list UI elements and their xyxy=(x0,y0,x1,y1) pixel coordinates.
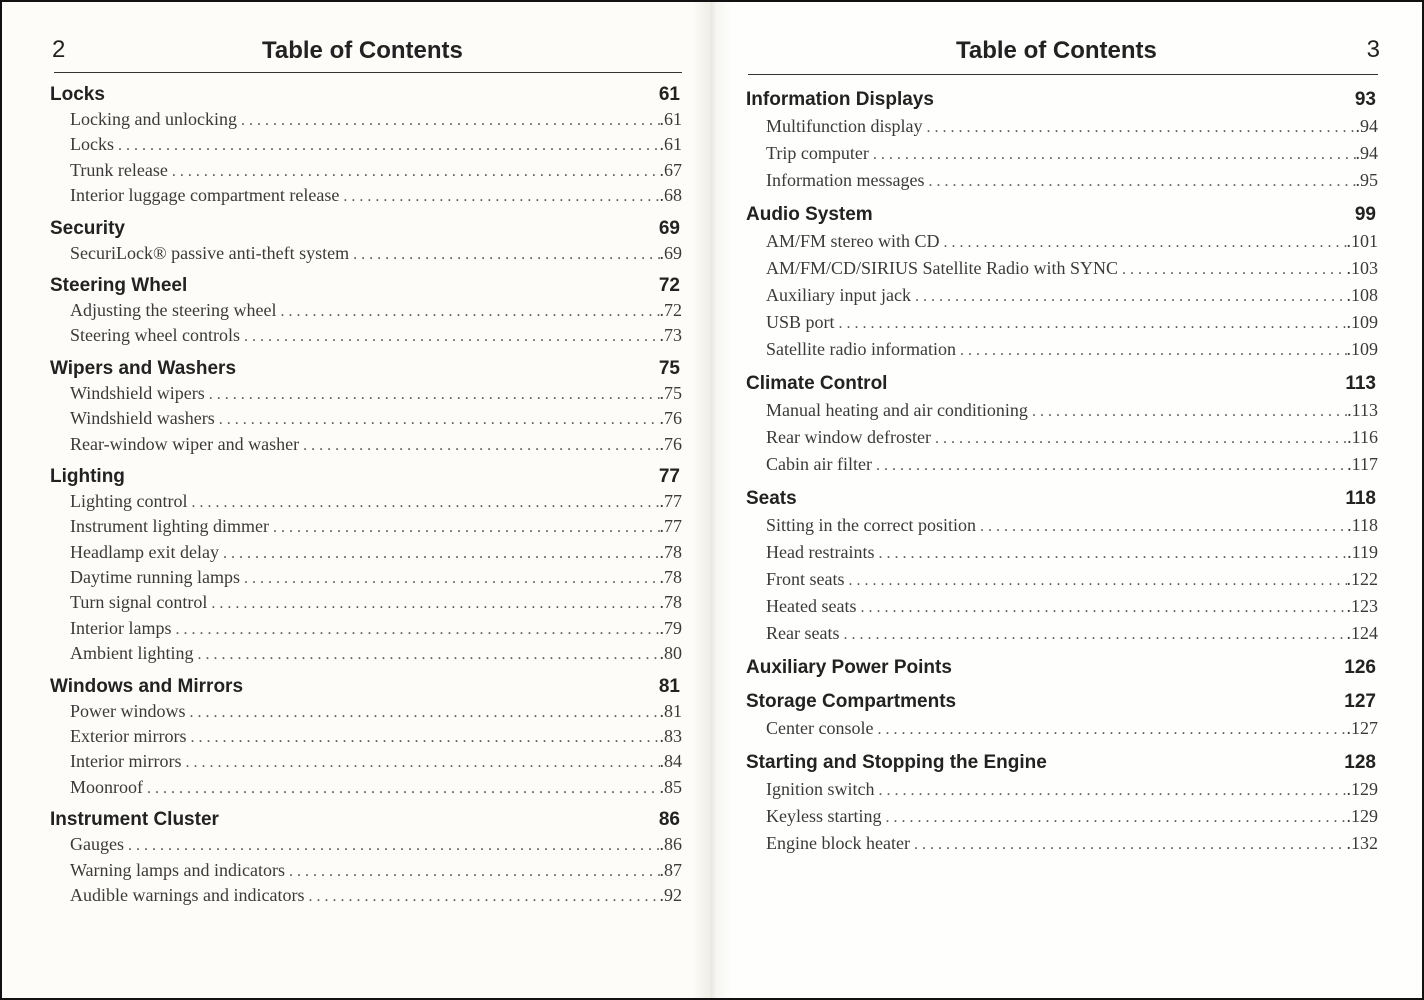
entry-title: Interior luggage compartment release xyxy=(70,185,340,206)
toc-section-heading[interactable] xyxy=(50,273,682,298)
entry-page-number: .78 xyxy=(659,567,682,588)
dot-leader xyxy=(885,804,1346,830)
toc-entry[interactable] xyxy=(746,424,1378,451)
entry-page-number: .77 xyxy=(659,490,682,511)
section-page-number: 99 xyxy=(1354,204,1376,225)
dot-leader xyxy=(190,725,659,749)
right-page xyxy=(714,2,1422,998)
toc-entry[interactable] xyxy=(50,381,682,406)
dot-leader xyxy=(118,133,660,157)
dot-leader xyxy=(877,716,1346,742)
dot-leader xyxy=(190,700,660,724)
toc-entry[interactable] xyxy=(50,641,682,666)
entry-page-number: .92 xyxy=(659,884,682,905)
dot-leader xyxy=(191,490,659,514)
toc-entry[interactable] xyxy=(746,167,1378,194)
toc-section-heading[interactable] xyxy=(746,201,1378,228)
dot-leader xyxy=(980,513,1347,539)
toc-section xyxy=(746,749,1378,857)
entry-page-number: .103 xyxy=(1346,258,1378,278)
entry-page-number: .81 xyxy=(659,700,682,721)
entry-page-number: .69 xyxy=(659,242,682,263)
toc-section xyxy=(746,86,1378,194)
toc-section-heading[interactable] xyxy=(746,86,1378,113)
section-title: Information Displays xyxy=(746,89,934,110)
section-page-number: 61 xyxy=(658,84,680,105)
toc-section-heading[interactable] xyxy=(50,216,682,241)
entry-page-number: .77 xyxy=(659,516,682,537)
entry-page-number: .127 xyxy=(1346,718,1378,738)
left-page-number: 2 xyxy=(52,36,66,63)
dot-leader xyxy=(935,425,1347,451)
entry-title: Front seats xyxy=(766,569,845,589)
entry-title: Engine block heater xyxy=(766,833,910,853)
toc-entry[interactable] xyxy=(50,183,682,208)
dot-leader xyxy=(960,337,1347,363)
dot-leader xyxy=(128,833,660,857)
dot-leader xyxy=(860,594,1346,620)
dot-leader xyxy=(244,324,660,348)
right-toc-list xyxy=(746,86,1378,864)
entry-page-number: .113 xyxy=(1347,400,1378,420)
toc-section xyxy=(746,688,1378,742)
toc-entry[interactable] xyxy=(50,565,682,590)
entry-title: Audible warnings and indicators xyxy=(70,884,305,905)
toc-section-heading[interactable] xyxy=(746,370,1378,397)
dot-leader xyxy=(289,859,660,883)
left-toc-list xyxy=(50,82,682,915)
entry-title: Interior lamps xyxy=(70,617,172,638)
section-title: Storage Compartments xyxy=(746,691,957,712)
toc-section-heading[interactable] xyxy=(50,464,682,489)
entry-title: Trunk release xyxy=(70,159,168,180)
entry-page-number: .80 xyxy=(659,643,682,664)
toc-entry[interactable] xyxy=(50,158,682,183)
section-title: Auxiliary Power Points xyxy=(746,657,952,678)
toc-entry[interactable] xyxy=(50,832,682,857)
entry-page-number: .124 xyxy=(1346,623,1378,643)
entry-title: Auxiliary input jack xyxy=(766,285,911,305)
dot-leader xyxy=(147,776,660,800)
toc-entry[interactable] xyxy=(746,309,1378,336)
entry-page-number: .85 xyxy=(659,776,682,797)
right-page-title: Table of Contents xyxy=(956,37,1157,64)
toc-section xyxy=(746,201,1378,363)
toc-entry[interactable] xyxy=(50,590,682,615)
toc-entry[interactable] xyxy=(50,540,682,565)
toc-entry[interactable] xyxy=(50,883,682,908)
entry-page-number: .73 xyxy=(659,325,682,346)
entry-page-number: .101 xyxy=(1346,231,1378,251)
entry-page-number: .132 xyxy=(1346,833,1378,853)
entry-title: Head restraints xyxy=(766,542,875,562)
toc-entry[interactable] xyxy=(746,451,1378,478)
entry-page-number: .129 xyxy=(1346,779,1378,799)
entry-page-number: .87 xyxy=(659,859,682,880)
entry-page-number: .78 xyxy=(659,592,682,613)
toc-entry[interactable] xyxy=(50,489,682,514)
toc-entry[interactable] xyxy=(50,107,682,132)
toc-section xyxy=(50,464,682,667)
dot-leader xyxy=(849,567,1347,593)
dot-leader xyxy=(211,591,659,615)
entry-title: Interior mirrors xyxy=(70,751,182,772)
entry-title: Center console xyxy=(766,718,874,738)
dot-leader xyxy=(914,831,1347,857)
entry-page-number: .117 xyxy=(1347,454,1378,474)
right-header-rule xyxy=(748,74,1378,75)
entry-page-number: .83 xyxy=(659,726,682,747)
dot-leader xyxy=(172,159,660,183)
entry-page-number: .109 xyxy=(1346,339,1378,359)
toc-section xyxy=(50,273,682,349)
section-title: Steering Wheel xyxy=(50,274,188,296)
entry-title: Adjusting the steering wheel xyxy=(70,299,277,320)
section-page-number: 75 xyxy=(658,357,680,379)
entry-title: Warning lamps and indicators xyxy=(70,859,285,880)
dot-leader xyxy=(1032,398,1347,424)
dot-leader xyxy=(353,242,659,266)
dot-leader xyxy=(241,108,660,132)
right-page-header xyxy=(748,34,1378,74)
toc-section-heading[interactable] xyxy=(50,82,682,107)
section-page-number: 113 xyxy=(1345,373,1376,394)
entry-page-number: .72 xyxy=(659,299,682,320)
section-title: Lighting xyxy=(50,465,125,487)
left-page xyxy=(2,2,712,998)
section-page-number: 127 xyxy=(1344,691,1376,712)
toc-section xyxy=(50,82,682,209)
toc-section-heading[interactable] xyxy=(50,356,682,381)
section-title: Audio System xyxy=(746,204,873,225)
toc-entry[interactable] xyxy=(50,858,682,883)
entry-page-number: .129 xyxy=(1346,806,1378,826)
section-title: Seats xyxy=(746,488,797,509)
dot-leader xyxy=(1122,256,1346,282)
dot-leader xyxy=(873,141,1356,167)
entry-title: USB port xyxy=(766,312,835,332)
entry-title: Windshield washers xyxy=(70,408,215,429)
dot-leader xyxy=(303,433,659,457)
entry-page-number: .118 xyxy=(1347,515,1378,535)
toc-section xyxy=(50,216,682,266)
entry-title: Gauges xyxy=(70,834,124,855)
left-page-title: Table of Contents xyxy=(262,37,463,64)
toc-entry[interactable] xyxy=(50,775,682,800)
entry-title: Lighting control xyxy=(70,490,188,511)
toc-section xyxy=(50,674,682,801)
entry-page-number: .78 xyxy=(659,541,682,562)
toc-entry[interactable] xyxy=(50,323,682,348)
dot-leader xyxy=(876,452,1347,478)
entry-page-number: .109 xyxy=(1346,312,1378,332)
entry-title: Power windows xyxy=(70,700,186,721)
toc-entry[interactable] xyxy=(746,566,1378,593)
entry-title: SecuriLock® passive anti-theft system xyxy=(70,242,350,263)
entry-page-number: .119 xyxy=(1347,542,1378,562)
toc-entry[interactable] xyxy=(50,749,682,774)
section-page-number: 86 xyxy=(658,809,680,831)
entry-title: Cabin air filter xyxy=(766,454,872,474)
entry-title: Daytime running lamps xyxy=(70,567,240,588)
dot-leader xyxy=(280,299,659,323)
entry-title: Rear seats xyxy=(766,623,840,643)
entry-page-number: .76 xyxy=(659,408,682,429)
entry-title: Moonroof xyxy=(70,776,143,797)
toc-entry[interactable] xyxy=(50,132,682,157)
entry-title: Steering wheel controls xyxy=(70,325,240,346)
toc-entry[interactable] xyxy=(746,397,1378,424)
toc-entry[interactable] xyxy=(746,539,1378,566)
toc-section-heading[interactable] xyxy=(50,807,682,832)
toc-entry[interactable] xyxy=(50,241,682,266)
toc-entry[interactable] xyxy=(50,699,682,724)
dot-leader xyxy=(244,566,660,590)
toc-entry[interactable] xyxy=(746,776,1378,803)
section-page-number: 118 xyxy=(1345,488,1376,509)
toc-entry[interactable] xyxy=(50,514,682,539)
entry-title: Locking and unlocking xyxy=(70,109,237,129)
entry-title: Keyless starting xyxy=(766,806,882,826)
dot-leader xyxy=(273,515,660,539)
entry-title: Multifunction display xyxy=(766,116,923,136)
entry-title: Locks xyxy=(70,134,114,155)
section-page-number: 126 xyxy=(1344,657,1376,678)
toc-section xyxy=(746,485,1378,647)
dot-leader xyxy=(198,642,660,666)
entry-page-number: .123 xyxy=(1346,596,1378,616)
toc-section-heading[interactable] xyxy=(746,654,1378,681)
toc-entry[interactable] xyxy=(50,406,682,431)
toc-entry[interactable] xyxy=(746,593,1378,620)
entry-page-number: .61 xyxy=(659,109,682,129)
entry-page-number: .84 xyxy=(659,751,682,772)
entry-page-number: .116 xyxy=(1347,427,1378,447)
toc-entry[interactable] xyxy=(50,724,682,749)
entry-title: Trip computer xyxy=(766,143,869,163)
entry-page-number: .76 xyxy=(659,433,682,454)
entry-page-number: .86 xyxy=(659,834,682,855)
section-title: Security xyxy=(50,217,125,239)
dot-leader xyxy=(175,617,659,641)
section-page-number: 81 xyxy=(658,675,680,697)
toc-entry[interactable] xyxy=(746,140,1378,167)
entry-title: Manual heating and air conditioning xyxy=(766,400,1028,420)
entry-title: Information messages xyxy=(766,170,925,190)
dot-leader xyxy=(223,541,660,565)
entry-page-number: .61 xyxy=(659,134,682,155)
toc-section xyxy=(50,356,682,457)
entry-page-number: .94 xyxy=(1355,116,1378,136)
entry-title: Heated seats xyxy=(766,596,857,616)
section-title: Climate Control xyxy=(746,373,888,394)
toc-section-heading[interactable] xyxy=(746,688,1378,715)
entry-page-number: .75 xyxy=(659,382,682,403)
toc-entry[interactable] xyxy=(746,255,1378,282)
entry-title: Exterior mirrors xyxy=(70,726,187,747)
entry-page-number: .67 xyxy=(659,159,682,180)
page-gutter-shadow xyxy=(692,2,732,998)
dot-leader xyxy=(343,184,659,208)
section-page-number: 93 xyxy=(1354,89,1376,110)
section-page-number: 72 xyxy=(658,274,680,296)
dot-leader xyxy=(878,540,1347,566)
section-title: Starting and Stopping the Engine xyxy=(746,752,1047,773)
toc-section-heading[interactable] xyxy=(50,674,682,699)
dot-leader xyxy=(843,621,1346,647)
toc-section xyxy=(50,807,682,908)
left-header-rule xyxy=(54,72,682,73)
entry-page-number: .122 xyxy=(1346,569,1378,589)
toc-entry[interactable] xyxy=(746,336,1378,363)
entry-page-number: .95 xyxy=(1355,170,1378,190)
toc-section-heading[interactable] xyxy=(746,749,1378,776)
toc-section xyxy=(746,654,1378,681)
entry-title: Windshield wipers xyxy=(70,382,205,403)
section-title: Locks xyxy=(50,84,105,105)
toc-entry[interactable] xyxy=(50,432,682,457)
entry-page-number: .79 xyxy=(659,617,682,638)
toc-entry[interactable] xyxy=(746,715,1378,742)
left-page-header xyxy=(52,34,682,74)
toc-entry[interactable] xyxy=(50,298,682,323)
entry-page-number: .68 xyxy=(659,185,682,206)
entry-title: Rear window defroster xyxy=(766,427,931,447)
section-page-number: 128 xyxy=(1344,752,1376,773)
dot-leader xyxy=(209,382,660,406)
entry-title: Turn signal control xyxy=(70,592,208,613)
section-title: Windows and Mirrors xyxy=(50,675,244,697)
dot-leader xyxy=(928,168,1355,194)
section-page-number: 77 xyxy=(658,465,680,487)
toc-entry[interactable] xyxy=(746,803,1378,830)
toc-entry[interactable] xyxy=(746,512,1378,539)
entry-title: Ambient lighting xyxy=(70,643,194,664)
dot-leader xyxy=(308,884,659,908)
entry-title: Sitting in the correct position xyxy=(766,515,976,535)
right-page-number: 3 xyxy=(1366,36,1380,63)
toc-section-heading[interactable] xyxy=(746,485,1378,512)
toc-entry[interactable] xyxy=(746,830,1378,857)
dot-leader xyxy=(185,750,659,774)
entry-title: AM/FM/CD/SIRIUS Satellite Radio with SYNC xyxy=(766,258,1119,278)
entry-page-number: .108 xyxy=(1346,285,1378,305)
entry-title: Headlamp exit delay xyxy=(70,541,219,562)
dot-leader xyxy=(879,777,1347,803)
toc-section xyxy=(746,370,1378,478)
dot-leader xyxy=(839,310,1347,336)
section-page-number: 69 xyxy=(658,217,680,239)
entry-title: AM/FM stereo with CD xyxy=(766,231,940,251)
section-title: Instrument Cluster xyxy=(50,809,219,831)
dot-leader xyxy=(944,229,1347,255)
dot-leader xyxy=(915,283,1347,309)
entry-title: Rear-window wiper and washer xyxy=(70,433,300,454)
entry-title: Satellite radio information xyxy=(766,339,956,359)
toc-entry[interactable] xyxy=(746,620,1378,647)
toc-entry[interactable] xyxy=(746,228,1378,255)
entry-page-number: .94 xyxy=(1355,143,1378,163)
dot-leader xyxy=(927,114,1356,140)
entry-title: Instrument lighting dimmer xyxy=(70,516,269,537)
entry-title: Ignition switch xyxy=(766,779,875,799)
toc-entry[interactable] xyxy=(746,282,1378,309)
toc-entry[interactable] xyxy=(50,616,682,641)
dot-leader xyxy=(219,407,660,431)
section-title: Wipers and Washers xyxy=(50,357,237,379)
toc-entry[interactable] xyxy=(746,113,1378,140)
